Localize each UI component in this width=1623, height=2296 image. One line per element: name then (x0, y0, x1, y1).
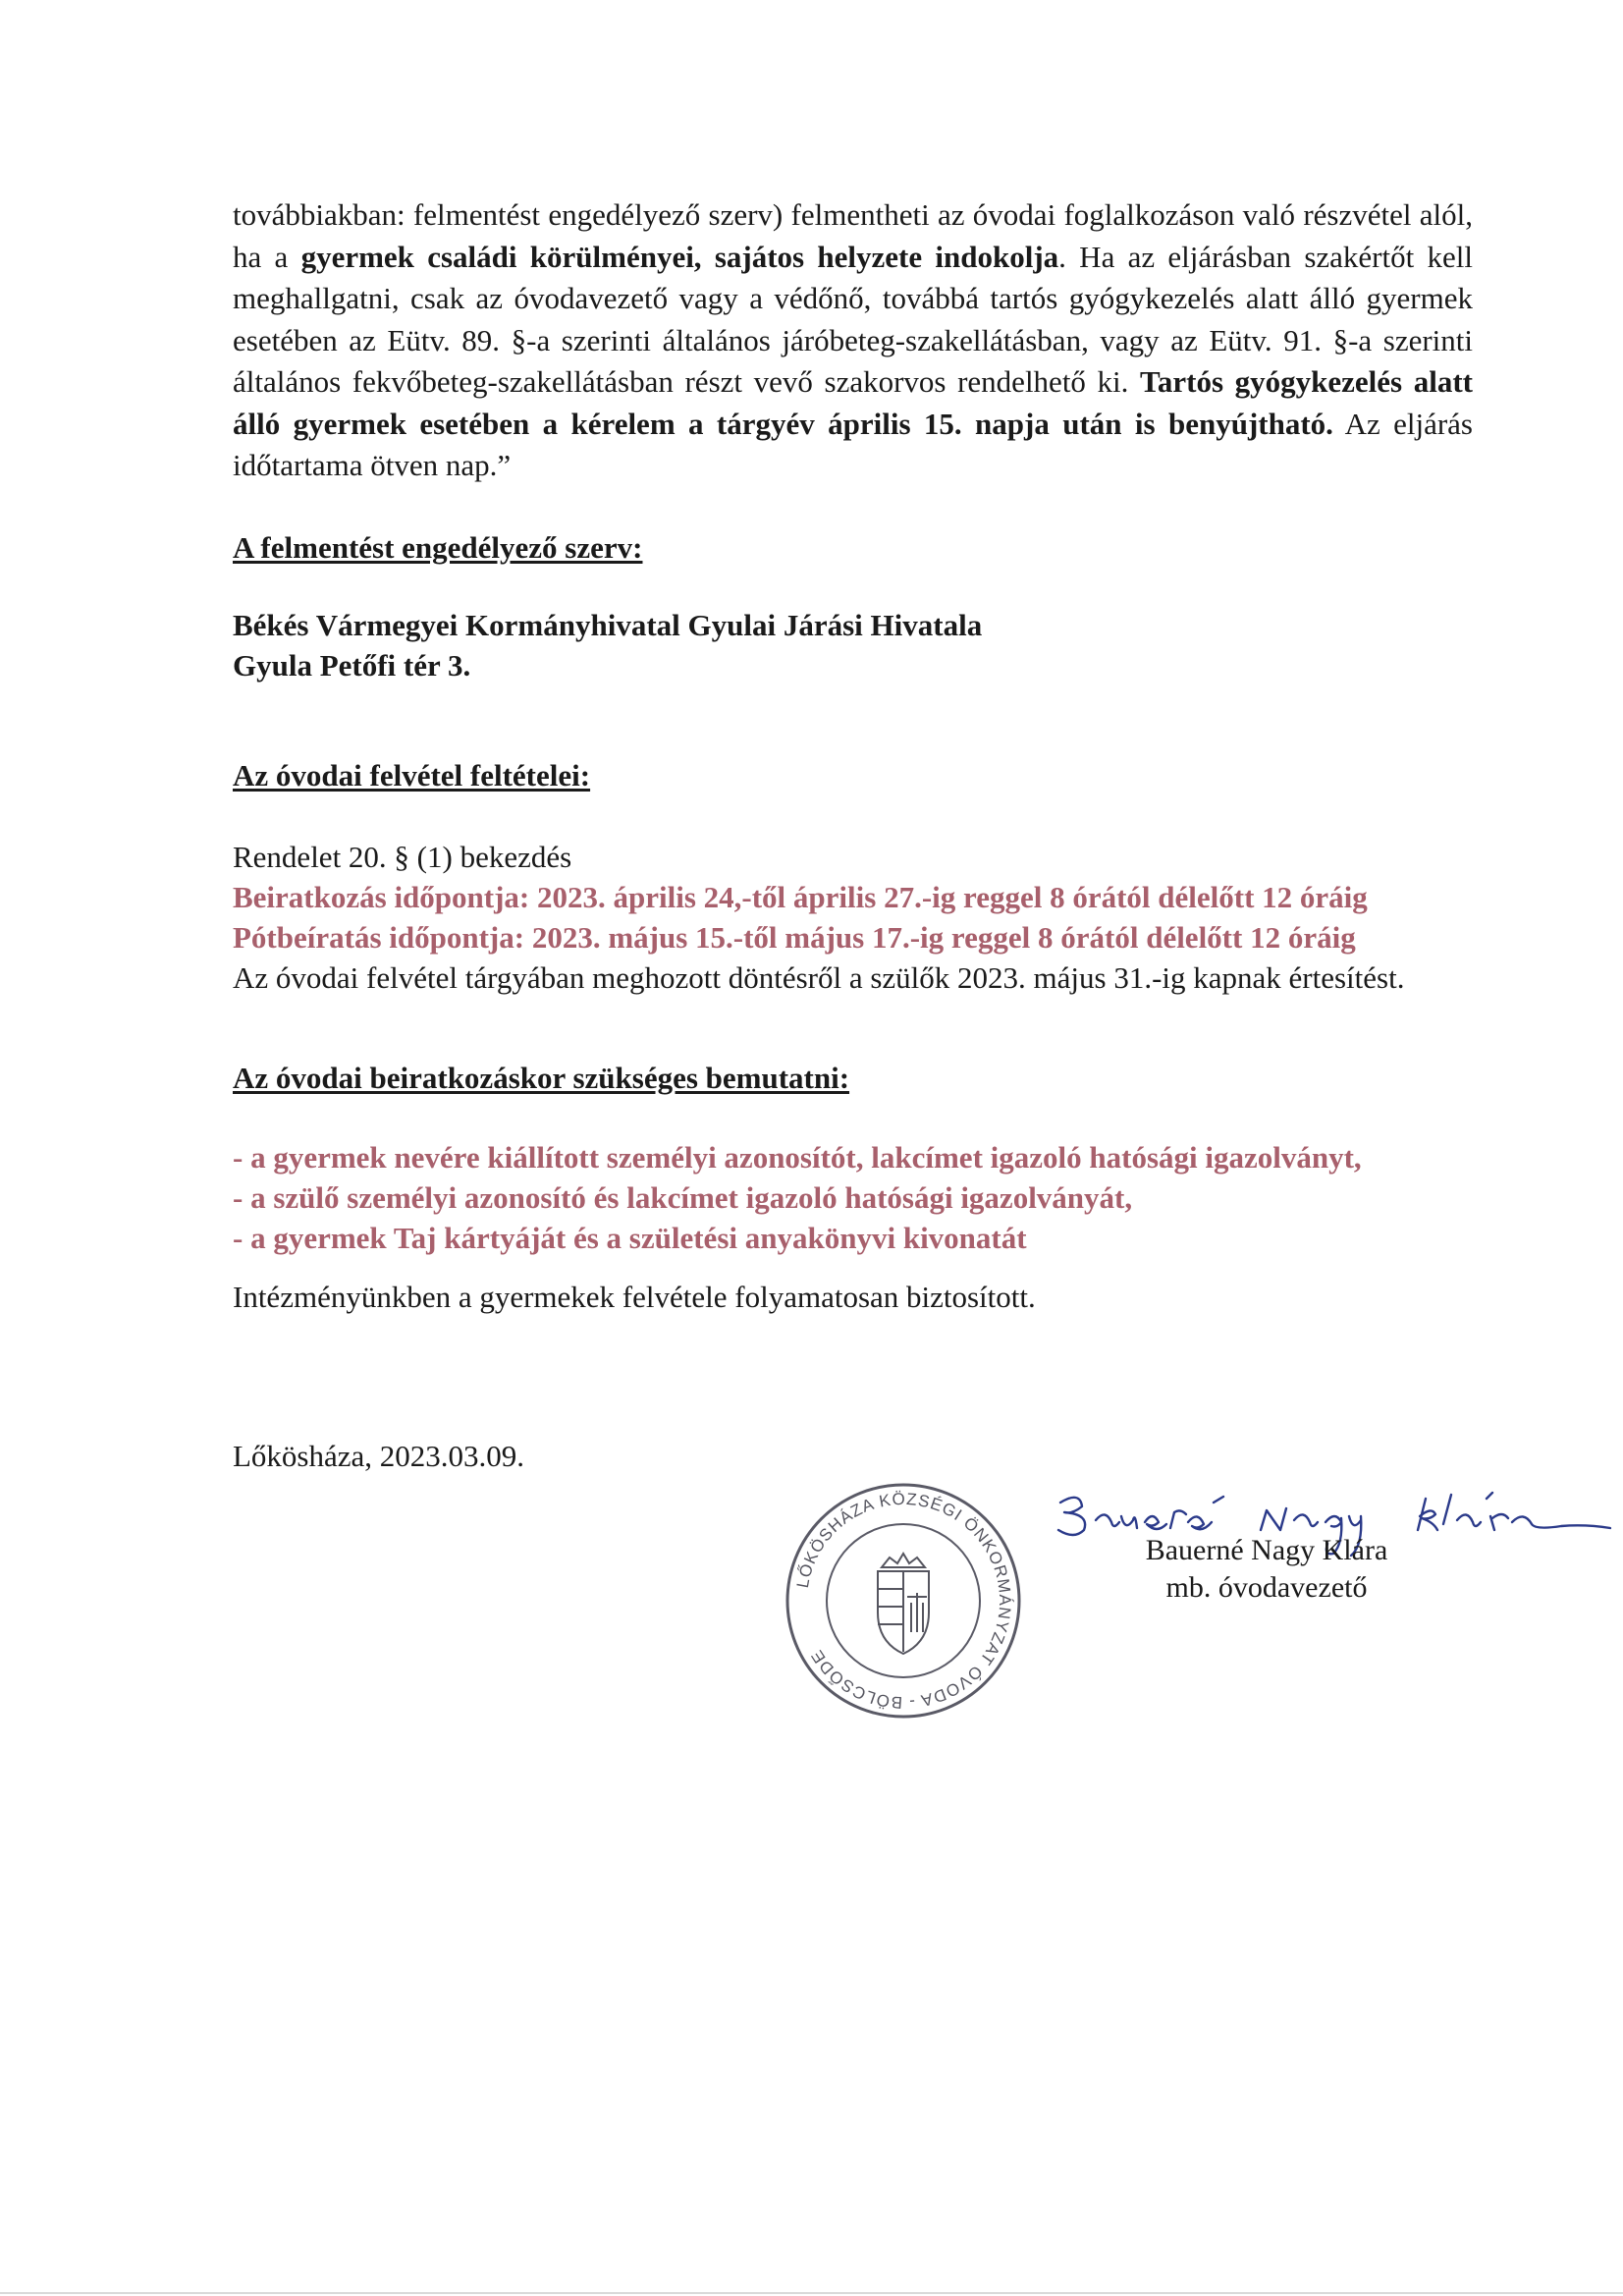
signatory-block (1119, 1532, 1414, 1607)
scan-edge-divider (0, 2292, 1623, 2294)
intro-text-2: . Ha az eljárásban szakértőt kell meghallgatni, csak az óvodavezető vagy a védőnő, továbbá tartós gyógykezelés alatt álló gyermek esetében az Eütv. 89. §-a szerinti általános járóbeteg-szakellátásban, vagy az Eütv. 91. §-a szerinti általános fekvőbeteg-szakellátásban részt vevő szakorvos rendelhető ki. (233, 239, 1473, 399)
document-item: - a gyermek Taj kártyáját és a születési anyakönyvi kivonatát (233, 1221, 1027, 1255)
closing-statement: Intézményünkben a gyermekek felvétele folyamatosan biztosított. (233, 1280, 1036, 1314)
closing-section (233, 1277, 1473, 1317)
authority-section (233, 528, 1473, 685)
authority-address: Gyula Petőfi tér 3. (233, 648, 471, 683)
documents-section (233, 1059, 1473, 1258)
enrolment-date: Beiratkozás időpontja: 2023. április 24,-től április 27.-ig reggel 8 órától délelőtt 12 óráig (233, 880, 1368, 914)
authority-name: Békés Vármegyei Kormányhivatal Gyulai Járási Hivatala (233, 608, 983, 642)
documents-heading: Az óvodai beiratkozáskor szükséges bemutatni: (233, 1061, 850, 1095)
place-date-section (233, 1436, 1473, 1476)
document-item: - a gyermek nevére kiállított személyi azonosítót, lakcímet igazoló hatósági igazolványt, (233, 1140, 1362, 1175)
intro-emphasis-1: gyermek családi körülményei, sajátos helyzete indokolja (300, 239, 1059, 274)
decree-reference: Rendelet 20. § (1) bekezdés (233, 840, 572, 874)
official-stamp (776, 1473, 1031, 1728)
signatory-title: mb. óvodavezető (1165, 1571, 1368, 1604)
place-and-date: Lőkösháza, 2023.03.09. (233, 1439, 525, 1473)
admission-heading: Az óvodai felvétel feltételei: (233, 758, 591, 793)
supplementary-date: Pótbeíratás időpontja: 2023. május 15.-től május 17.-ig reggel 8 órától délelőtt 12 óráig (233, 920, 1356, 955)
signatory-name: Bauerné Nagy Klára (1145, 1534, 1388, 1566)
intro-paragraph (233, 194, 1473, 487)
stamp-text: LŐKÖSHÁZA KÖZSÉGI ÖNKORMÁNYZAT ÓVODA - BÖLCSŐDE (792, 1489, 1015, 1713)
authority-heading: A felmentést engedélyező szerv: (233, 530, 643, 565)
stamp-seal-icon (776, 1473, 1031, 1728)
intro-text-1: továbbiakban: felmentést engedélyező szerv) felmentheti az óvodai foglalkozáson való részvétel alól, ha a (233, 197, 1473, 274)
decision-notice: Az óvodai felvétel tárgyában meghozott döntésről a szülők 2023. május 31.-ig kapnak értesítést. (233, 960, 1405, 995)
intro-text-3: Az eljárás időtartama ötven nap.” (233, 406, 1473, 482)
intro-emphasis-2: Tartós gyógykezelés alatt álló gyermek esetében a kérelem a tárgyév április 15. napja után is benyújtható. (233, 364, 1473, 441)
admission-section (233, 756, 1473, 1000)
document-item: - a szülő személyi azonosító és lakcímet igazoló hatósági igazolványát, (233, 1180, 1133, 1215)
